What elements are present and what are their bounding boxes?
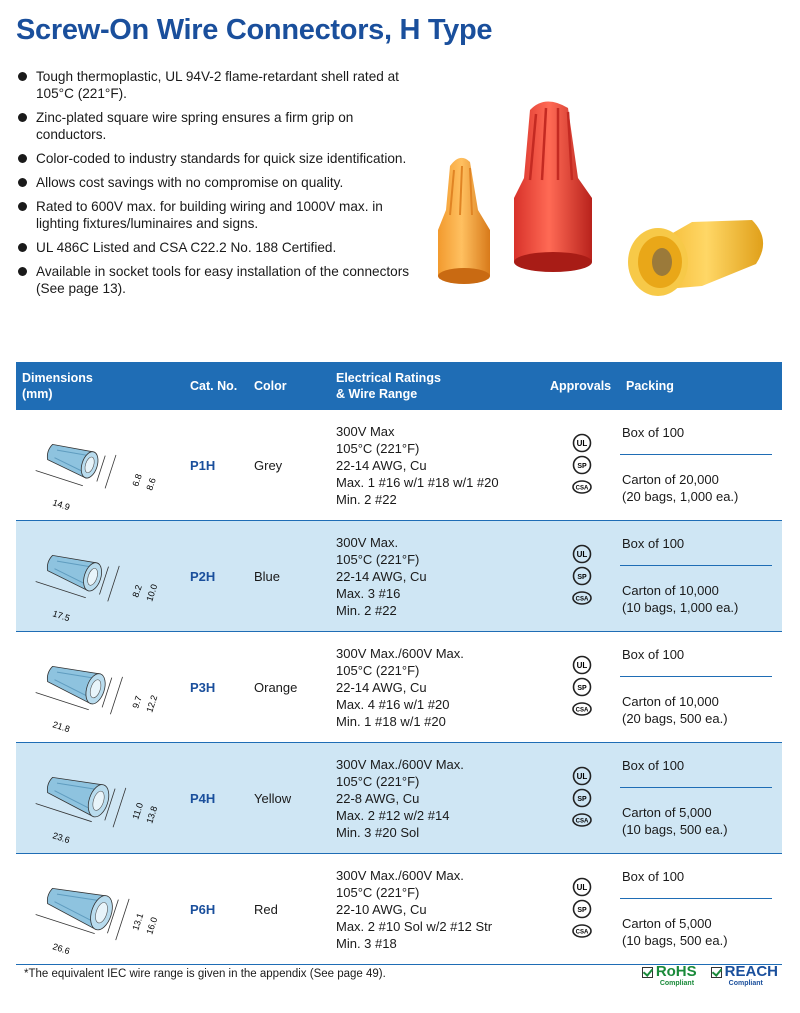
rating-line: Max. 1 #16 w/1 #18 w/1 #20 bbox=[336, 474, 499, 490]
dim-inner-label: 11.0 bbox=[130, 801, 146, 821]
feature-item: UL 486C Listed and CSA C22.2 No. 188 Certified. bbox=[16, 239, 411, 256]
svg-text:SP: SP bbox=[577, 796, 587, 803]
packing-carton: Carton of 5,000 bbox=[622, 915, 712, 931]
svg-text:SP: SP bbox=[577, 463, 587, 470]
dim-length-label: 21.8 bbox=[51, 719, 72, 735]
ul-listed-icon bbox=[572, 766, 592, 786]
rating-line: 22-14 AWG, Cu bbox=[336, 568, 427, 584]
packing-detail: (20 bags, 500 ea.) bbox=[622, 710, 728, 726]
rating-line: 105°C (221°F) bbox=[336, 884, 420, 900]
dim-inner-label: 9.7 bbox=[130, 694, 144, 710]
csa-cert-icon bbox=[572, 810, 592, 830]
csa-cert-icon bbox=[572, 477, 592, 497]
csa-sp-icon bbox=[572, 677, 592, 697]
rating-line: 300V Max./600V Max. bbox=[336, 645, 464, 661]
dim-inner-label: 6.8 bbox=[130, 472, 144, 488]
rating-line: Max. 2 #10 Sol w/2 #12 Str bbox=[336, 918, 493, 934]
rating-line: 22-14 AWG, Cu bbox=[336, 457, 427, 473]
feature-item: Zinc-plated square wire spring ensures a firm grip on conductors. bbox=[16, 109, 411, 143]
approvals-cell bbox=[544, 854, 620, 965]
approvals-cell bbox=[544, 743, 620, 854]
spec-table bbox=[16, 362, 782, 965]
dim-outer-label: 16.0 bbox=[144, 915, 160, 936]
rating-line: 105°C (221°F) bbox=[336, 773, 420, 789]
packing-cell bbox=[620, 410, 782, 521]
rating-line: 300V Max./600V Max. bbox=[336, 756, 464, 772]
packing-carton: Carton of 20,000 bbox=[622, 471, 719, 487]
feature-item: Allows cost savings with no compromise on quality. bbox=[16, 174, 411, 191]
bullet-icon bbox=[18, 243, 27, 252]
packing-box: Box of 100 bbox=[620, 854, 772, 899]
rating-line: 300V Max./600V Max. bbox=[336, 867, 464, 883]
packing-box: Box of 100 bbox=[620, 632, 772, 677]
bullet-icon bbox=[18, 113, 27, 122]
packing-cell bbox=[620, 743, 782, 854]
packing-box: Box of 100 bbox=[620, 410, 772, 455]
dim-outer-label: 13.8 bbox=[144, 804, 160, 825]
table-row bbox=[16, 521, 782, 632]
svg-text:CSA: CSA bbox=[575, 596, 589, 603]
table-row bbox=[16, 854, 782, 965]
rating-line: Max. 4 #16 w/1 #20 bbox=[336, 696, 450, 712]
dimension-drawing-cell bbox=[16, 632, 184, 743]
color-cell: Orange bbox=[248, 632, 330, 743]
compliance-badges bbox=[642, 963, 778, 990]
electrical-ratings bbox=[330, 632, 544, 743]
svg-text:UL: UL bbox=[576, 883, 588, 892]
checkbox-icon bbox=[711, 967, 722, 978]
packing-detail: (10 bags, 500 ea.) bbox=[622, 821, 728, 837]
rating-line: Min. 3 #18 bbox=[336, 935, 397, 951]
svg-text:CSA: CSA bbox=[575, 929, 589, 936]
table-header-row bbox=[16, 362, 782, 410]
csa-sp-icon bbox=[572, 566, 592, 586]
electrical-ratings bbox=[330, 521, 544, 632]
rating-line: 105°C (221°F) bbox=[336, 551, 420, 567]
packing-carton: Carton of 10,000 bbox=[622, 693, 719, 709]
cat-no: P1H bbox=[184, 410, 248, 521]
ul-listed-icon bbox=[572, 877, 592, 897]
table-row bbox=[16, 632, 782, 743]
approvals-cell bbox=[544, 410, 620, 521]
feature-item: Tough thermoplastic, UL 94V-2 flame-retardant shell rated at 105°C (221°F). bbox=[16, 68, 411, 102]
dimension-drawing-cell bbox=[16, 410, 184, 521]
svg-text:CSA: CSA bbox=[575, 707, 589, 714]
svg-text:CSA: CSA bbox=[575, 485, 589, 492]
ul-listed-icon bbox=[572, 433, 592, 453]
approvals-cell bbox=[544, 521, 620, 632]
rating-line: Min. 2 #22 bbox=[336, 602, 397, 618]
svg-text:SP: SP bbox=[577, 574, 587, 581]
table-row bbox=[16, 410, 782, 521]
cat-no: P3H bbox=[184, 632, 248, 743]
bullet-icon bbox=[18, 267, 27, 276]
rating-line: Max. 2 #12 w/2 #14 bbox=[336, 807, 450, 823]
dim-inner-label: 8.2 bbox=[130, 583, 144, 599]
connector-dimension-drawing bbox=[22, 637, 178, 737]
rating-line: Min. 1 #18 w/1 #20 bbox=[336, 713, 446, 729]
electrical-ratings bbox=[330, 410, 544, 521]
color-cell: Blue bbox=[248, 521, 330, 632]
svg-text:UL: UL bbox=[576, 439, 588, 448]
dim-outer-label: 8.6 bbox=[144, 476, 158, 492]
cat-no: P4H bbox=[184, 743, 248, 854]
dimension-drawing-cell bbox=[16, 854, 184, 965]
ul-listed-icon bbox=[572, 655, 592, 675]
connector-dimension-drawing bbox=[22, 748, 178, 848]
bullet-icon bbox=[18, 178, 27, 187]
packing-carton: Carton of 10,000 bbox=[622, 582, 719, 598]
dim-length-label: 23.6 bbox=[51, 830, 72, 846]
footnote: *The equivalent IEC wire range is given in the appendix (See page 49). bbox=[24, 968, 386, 980]
connector-dimension-drawing bbox=[22, 415, 178, 515]
connector-dimension-drawing bbox=[22, 859, 178, 959]
csa-cert-icon bbox=[572, 921, 592, 941]
svg-text:UL: UL bbox=[576, 550, 588, 559]
cat-no: P2H bbox=[184, 521, 248, 632]
svg-text:SP: SP bbox=[577, 907, 587, 914]
dim-length-label: 17.5 bbox=[51, 608, 72, 624]
rohs-badge: RoHS Compliant bbox=[642, 966, 697, 990]
dim-inner-label: 13.1 bbox=[130, 911, 146, 932]
csa-sp-icon bbox=[572, 788, 592, 808]
feature-item: Rated to 600V max. for building wiring and 1000V max. in lighting fixtures/luminaires and signs. bbox=[16, 198, 411, 232]
svg-text:UL: UL bbox=[576, 661, 588, 670]
dimension-drawing-cell bbox=[16, 743, 184, 854]
packing-detail: (20 bags, 1,000 ea.) bbox=[622, 488, 739, 504]
dim-outer-label: 10.0 bbox=[144, 582, 160, 603]
connector-dimension-drawing bbox=[22, 526, 178, 626]
feature-item: Available in socket tools for easy installation of the connectors (See page 13). bbox=[16, 263, 411, 297]
color-cell: Grey bbox=[248, 410, 330, 521]
header-electrical: Electrical Ratings & Wire Range bbox=[330, 362, 544, 410]
feature-item: Color-coded to industry standards for quick size identification. bbox=[16, 150, 411, 167]
header-dimensions: Dimensions (mm) bbox=[16, 362, 184, 410]
packing-cell bbox=[620, 632, 782, 743]
connectors-product-photo bbox=[420, 90, 780, 310]
packing-carton: Carton of 5,000 bbox=[622, 804, 712, 820]
header-packing: Packing bbox=[620, 362, 782, 410]
rating-line: 22-14 AWG, Cu bbox=[336, 679, 427, 695]
dimension-drawing-cell bbox=[16, 521, 184, 632]
color-cell: Yellow bbox=[248, 743, 330, 854]
csa-cert-icon bbox=[572, 699, 592, 719]
electrical-ratings bbox=[330, 854, 544, 965]
header-cat-no: Cat. No. bbox=[184, 362, 248, 410]
checkbox-icon bbox=[642, 967, 653, 978]
page-title: Screw-On Wire Connectors, H Type bbox=[16, 14, 493, 46]
red-connector bbox=[514, 101, 592, 272]
rating-line: 300V Max bbox=[336, 423, 395, 439]
feature-list bbox=[16, 68, 411, 304]
packing-box: Box of 100 bbox=[620, 743, 772, 788]
packing-cell bbox=[620, 521, 782, 632]
rating-line: Min. 2 #22 bbox=[336, 491, 397, 507]
csa-cert-icon bbox=[572, 588, 592, 608]
svg-text:SP: SP bbox=[577, 685, 587, 692]
orange-connector bbox=[438, 158, 490, 284]
packing-box: Box of 100 bbox=[620, 521, 772, 566]
table-row bbox=[16, 743, 782, 854]
bullet-icon bbox=[18, 72, 27, 81]
svg-text:CSA: CSA bbox=[575, 818, 589, 825]
csa-sp-icon bbox=[572, 899, 592, 919]
rating-line: 105°C (221°F) bbox=[336, 662, 420, 678]
packing-detail: (10 bags, 500 ea.) bbox=[622, 932, 728, 948]
ul-listed-icon bbox=[572, 544, 592, 564]
bullet-icon bbox=[18, 154, 27, 163]
svg-text:UL: UL bbox=[576, 772, 588, 781]
csa-sp-icon bbox=[572, 455, 592, 475]
rating-line: 300V Max. bbox=[336, 534, 399, 550]
header-approvals: Approvals bbox=[544, 362, 620, 410]
approvals-cell bbox=[544, 632, 620, 743]
rating-line: 22-10 AWG, Cu bbox=[336, 901, 427, 917]
electrical-ratings bbox=[330, 743, 544, 854]
reach-badge: REACH Compliant bbox=[711, 966, 778, 990]
rating-line: 22-8 AWG, Cu bbox=[336, 790, 420, 806]
rating-line: Min. 3 #20 Sol bbox=[336, 824, 420, 840]
rating-line: Max. 3 #16 bbox=[336, 585, 401, 601]
cat-no: P6H bbox=[184, 854, 248, 965]
header-color: Color bbox=[248, 362, 330, 410]
bullet-icon bbox=[18, 202, 27, 211]
packing-detail: (10 bags, 1,000 ea.) bbox=[622, 599, 739, 615]
dim-length-label: 14.9 bbox=[51, 497, 72, 513]
packing-cell bbox=[620, 854, 782, 965]
dim-length-label: 26.6 bbox=[51, 941, 72, 957]
color-cell: Red bbox=[248, 854, 330, 965]
yellow-connector bbox=[628, 220, 763, 296]
dim-outer-label: 12.2 bbox=[144, 693, 160, 714]
rating-line: 105°C (221°F) bbox=[336, 440, 420, 456]
